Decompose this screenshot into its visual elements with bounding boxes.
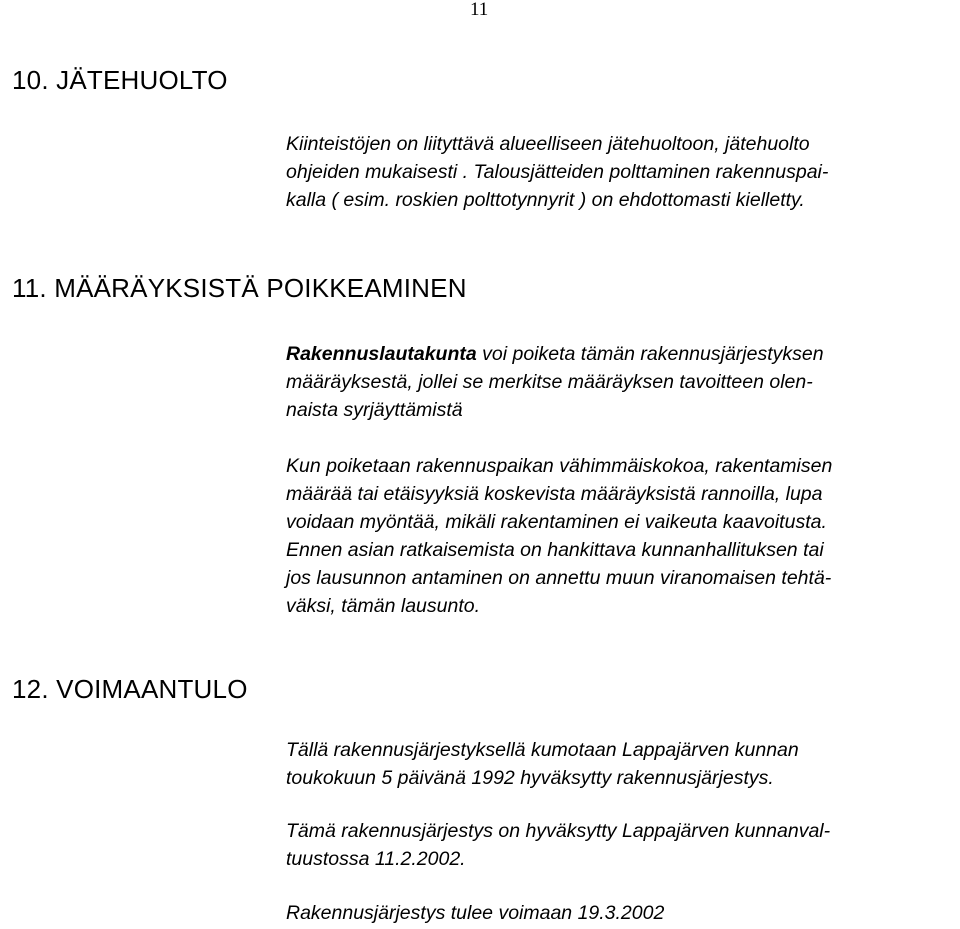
text-line: [286, 340, 824, 368]
text-line: Ennen asian ratkaisemista on hankittava kunnanhallituksen tai: [286, 539, 824, 561]
text-run: voi poiketa tämän rakennusjärjestyksen: [476, 343, 824, 365]
text-line: tuustossa 11.2.2002.: [286, 848, 466, 870]
text-line: toukokuun 5 päivänä 1992 hyväksytty rakennusjärjestys.: [286, 767, 774, 789]
text-line: Kiinteistöjen on liityttävä alueelliseen jätehuoltoon, jätehuolto: [286, 133, 810, 155]
paragraph-rakennuslautakunta: [286, 340, 824, 424]
text-line: määrää tai etäisyyksiä koskevista määräyksistä rannoilla, lupa: [286, 483, 823, 505]
text-line: Tämä rakennusjärjestys on hyväksytty Lappajärven kunnanval-: [286, 820, 831, 842]
paragraph-kumotaan: [286, 736, 799, 792]
page-number: 11: [470, 0, 489, 20]
section-heading-voimaantulo: 12. VOIMAANTULO: [12, 674, 248, 704]
bold-lead: Rakennuslautakunta: [286, 343, 477, 365]
text-line: Rakennusjärjestys tulee voimaan 19.3.2002: [286, 902, 665, 924]
text-line: Kun poiketaan rakennuspaikan vähimmäiskokoa, rakentamisen: [286, 455, 833, 477]
paragraph-poiketaan: [286, 452, 832, 620]
text-line: määräyksestä, jollei se merkitse määräyksen tavoitteen olen-: [286, 371, 813, 393]
section-heading-poikkeaminen: 11. MÄÄRÄYKSISTÄ POIKKEAMINEN: [12, 273, 467, 303]
text-line: jos lausunnon antaminen on annettu muun viranomaisen tehtä-: [286, 567, 832, 589]
paragraph-voimaan: [286, 899, 664, 927]
text-line: naista syrjäyttämistä: [286, 399, 463, 421]
paragraph-hyvaksytty: [286, 817, 830, 873]
text-line: kalla ( esim. roskien polttotynnyrit ) on ehdottomasti kielletty.: [286, 189, 805, 211]
text-line: ohjeiden mukaisesti . Talousjätteiden polttaminen rakennuspai-: [286, 161, 829, 183]
text-line: väksi, tämän lausunto.: [286, 595, 481, 617]
text-line: Tällä rakennusjärjestyksellä kumotaan Lappajärven kunnan: [286, 739, 799, 761]
text-line: voidaan myöntää, mikäli rakentaminen ei vaikeuta kaavoitusta.: [286, 511, 827, 533]
paragraph-jatehuolto: [286, 130, 828, 214]
section-heading-jatehuolto: 10. JÄTEHUOLTO: [12, 65, 228, 95]
